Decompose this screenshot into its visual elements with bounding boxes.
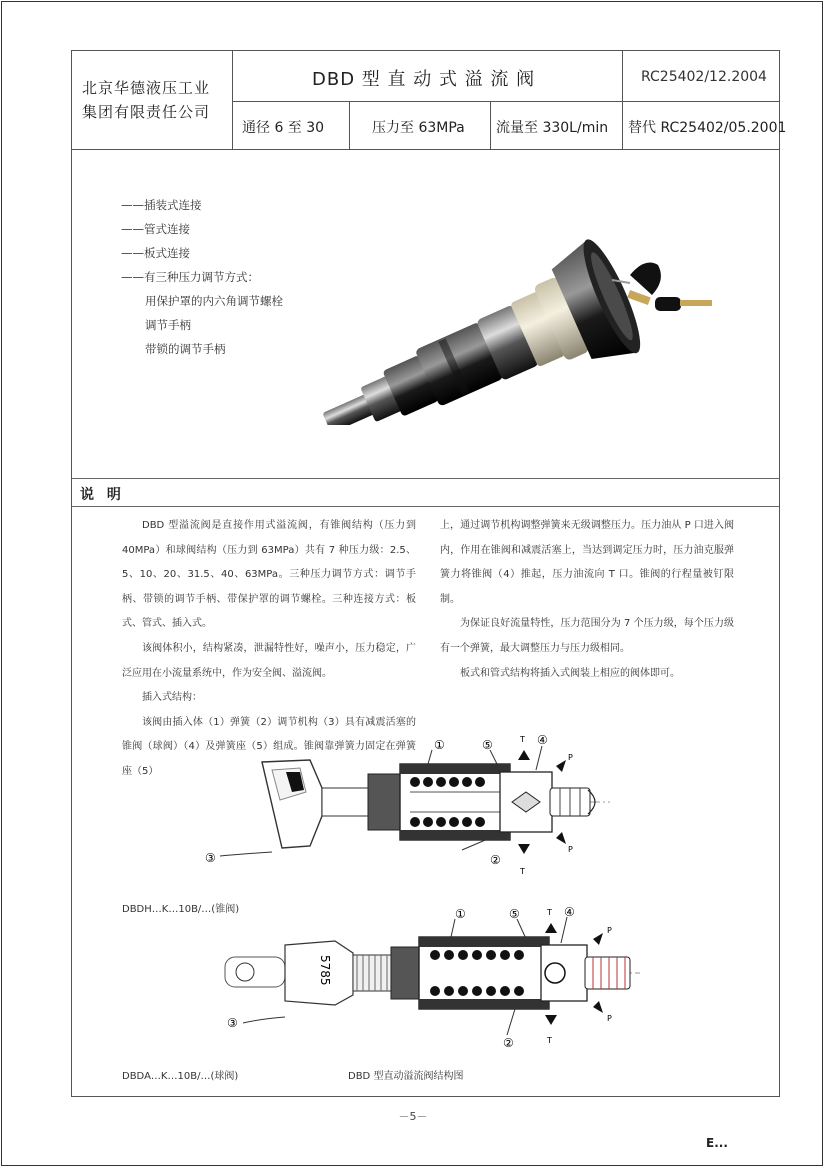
section-divider — [72, 506, 779, 507]
diagram1-caption: DBDH…K…10B/…(锥阀) — [122, 904, 240, 915]
port-t-label: T — [547, 1036, 552, 1045]
port-p-label: P — [607, 926, 612, 935]
section-divider — [72, 478, 779, 479]
spec-size: 通径 6 至 30 — [242, 120, 325, 136]
paragraph: 板式和管式结构将插入式阀装上相应的阀体即可。 — [460, 667, 680, 679]
port-p-label: P — [568, 845, 573, 854]
figure-title: DBD 型直动溢流阀结构图 — [348, 1071, 464, 1082]
port-p-label: P — [568, 753, 573, 762]
feature-item: ——管式连接 — [121, 222, 190, 236]
corner-mark: E... — [706, 1136, 728, 1150]
description-right-column — [440, 514, 734, 686]
callout-3: ③ — [227, 1016, 238, 1030]
document-code: RC25402/12.2004 — [641, 69, 767, 85]
callout-1: ① — [434, 738, 445, 752]
callout-5: ⑤ — [509, 907, 520, 921]
cone-valve-section-drawing — [200, 730, 620, 880]
page-number: －5－ — [398, 1110, 428, 1123]
feature-list — [121, 193, 283, 361]
header-table — [71, 50, 787, 150]
ball-valve-section-drawing — [215, 905, 645, 1055]
feature-item: ——有三种压力调节方式： — [121, 270, 259, 284]
paragraph: 插入式结构： — [142, 692, 202, 704]
company-name-line1: 北京华德液压工业 — [82, 79, 211, 97]
document-title: DBD 型 直 动 式 溢 流 阀 — [312, 69, 536, 90]
feature-subitem: 调节手柄 — [145, 318, 191, 332]
paragraph: DBD 型溢流阀是直接作用式溢流阀，有锥阀结构（压力到 40MPa）和球阀结构（压力到 63MPa）共有 7 种压力级：2.5、5、10、20、31.5、40、63MPa。三种压力调节方式：调节手柄、带锁的调节手柄、带保护罩的调节螺栓。三种连接方式：板式、管式、插入式。 — [122, 520, 416, 630]
diagram2-caption: DBDA…K…10B/…(球阀) — [122, 1071, 239, 1082]
callout-5: ⑤ — [482, 738, 493, 752]
callout-2: ② — [503, 1036, 514, 1050]
feature-item: ——板式连接 — [121, 246, 190, 260]
callout-4: ④ — [564, 905, 575, 919]
feature-subitem: 带锁的调节手柄 — [145, 342, 226, 356]
feature-subitem: 用保护罩的内六角调节螺栓 — [145, 294, 283, 308]
port-t-label: T — [520, 867, 525, 876]
spec-replace: 替代 RC25402/05.2001 — [628, 120, 787, 136]
knob-scale-text: 5785 — [318, 955, 332, 986]
spec-pressure: 压力至 63MPa — [372, 120, 465, 136]
port-t-label: T — [520, 735, 525, 744]
feature-item: ——插装式连接 — [121, 198, 202, 212]
paragraph: 上，通过调节机构调整弹簧来无级调整压力。压力油从 P 口进入阀内，作用在锥阀和减震活塞上，当达到调定压力时，压力油克服弹簧力将锥阀（4）推起，压力油流向 T 口。锥阀的行程量被钉限制。 — [440, 520, 734, 605]
callout-4: ④ — [537, 733, 548, 747]
company-name-line2: 集团有限责任公司 — [82, 103, 211, 121]
port-p-label: P — [607, 1014, 612, 1023]
spec-flow: 流量至 330L/min — [496, 120, 609, 136]
valve-product-photo — [300, 235, 730, 425]
paragraph: 为保证良好流量特性，压力范围分为 7 个压力级，每个压力级有一个弹簧，最大调整压力与压力级相同。 — [440, 618, 734, 654]
callout-3: ③ — [205, 851, 216, 865]
paragraph: 该阀由插入体（1）弹簧（2）调节机构（3）具有减震活塞的锥阀（球阀）（4）及弹簧座（5）组成。锥阀靠弹簧力固定在弹簧座（5） — [122, 716, 416, 777]
paragraph: 该阀体积小，结构紧凑，泄漏特性好，噪声小，压力稳定，广泛应用在小流量系统中，作为安全阀、溢流阀。 — [122, 642, 416, 679]
port-t-label: T — [547, 908, 552, 917]
callout-2: ② — [490, 853, 501, 867]
section-title: 说 明 — [80, 487, 125, 503]
callout-1: ① — [455, 907, 466, 921]
